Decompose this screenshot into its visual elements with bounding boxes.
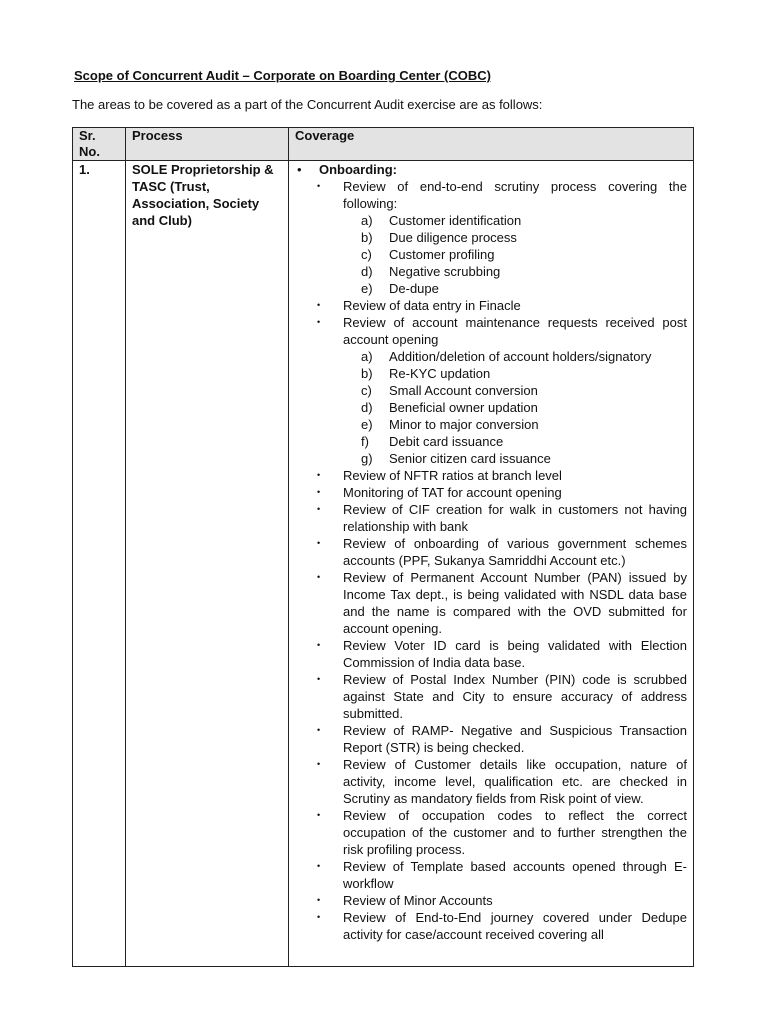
sub-list bbox=[343, 348, 687, 467]
list-item-text: Monitoring of TAT for account opening bbox=[343, 485, 562, 500]
list-item bbox=[315, 671, 687, 722]
sub-item-letter: e) bbox=[361, 281, 373, 296]
list-item-text: Review of occupation codes to reflect the correct occupation of the customer and to further strengthen the risk profiling process. bbox=[343, 808, 687, 857]
list-item bbox=[315, 484, 687, 501]
table-row bbox=[73, 161, 694, 967]
list-item bbox=[315, 756, 687, 807]
list-item-text: Review of end-to-end scrutiny process covering the following: bbox=[343, 179, 687, 211]
coverage-list bbox=[295, 178, 687, 943]
list-item-text: Review of End-to-End journey covered under Dedupe activity for case/account received covering all bbox=[343, 910, 687, 942]
bullet-icon: • bbox=[317, 912, 321, 922]
sub-item-text: Senior citizen card issuance bbox=[389, 451, 551, 466]
bullet-icon: • bbox=[317, 640, 321, 650]
row-process: SOLE Proprietorship & TASC (Trust, Association, Society and Club) bbox=[126, 161, 289, 967]
bullet-icon: • bbox=[317, 759, 321, 769]
sub-list-item bbox=[361, 433, 687, 450]
bullet-icon: • bbox=[317, 470, 321, 480]
sub-item-text: Negative scrubbing bbox=[389, 264, 501, 279]
sub-item-letter: d) bbox=[361, 264, 373, 279]
list-item bbox=[315, 858, 687, 892]
bullet-icon: • bbox=[317, 300, 321, 310]
list-item bbox=[315, 569, 687, 637]
bullet-icon: • bbox=[317, 725, 321, 735]
list-item bbox=[315, 807, 687, 858]
list-item-text: Review of Template based accounts opened through E-workflow bbox=[343, 859, 687, 891]
bullet-icon: • bbox=[297, 162, 302, 177]
header-process: Process bbox=[126, 128, 289, 161]
sub-list-item bbox=[361, 212, 687, 229]
list-item-text: Review of Permanent Account Number (PAN) issued by Income Tax dept., is being validated with NSDL data base and the name is compared with the OVD submitted for account opening. bbox=[343, 570, 687, 636]
list-item-text: Review of CIF creation for walk in customers not having relationship with bank bbox=[343, 502, 687, 534]
sub-item-letter: g) bbox=[361, 451, 373, 466]
list-item bbox=[315, 722, 687, 756]
sub-list-item bbox=[361, 416, 687, 433]
sub-list-item bbox=[361, 365, 687, 382]
list-item bbox=[315, 909, 687, 943]
bullet-icon: • bbox=[317, 861, 321, 871]
sub-item-letter: f) bbox=[361, 434, 369, 449]
bullet-icon: • bbox=[317, 181, 321, 191]
list-item bbox=[315, 501, 687, 535]
bullet-icon: • bbox=[317, 317, 321, 327]
list-item bbox=[315, 178, 687, 297]
bullet-icon: • bbox=[317, 572, 321, 582]
sub-list-item bbox=[361, 263, 687, 280]
header-coverage: Coverage bbox=[289, 128, 694, 161]
list-item-text: Review of Postal Index Number (PIN) code is scrubbed against State and City to ensure accuracy of address submitted. bbox=[343, 672, 687, 721]
sub-list-item bbox=[361, 229, 687, 246]
bullet-icon: • bbox=[317, 538, 321, 548]
scope-table bbox=[72, 127, 694, 967]
sub-list bbox=[343, 212, 687, 297]
sub-item-text: Minor to major conversion bbox=[389, 417, 539, 432]
row-coverage bbox=[289, 161, 694, 967]
list-item bbox=[315, 297, 687, 314]
sub-item-text: Beneficial owner updation bbox=[389, 400, 538, 415]
list-item bbox=[315, 637, 687, 671]
bullet-icon: • bbox=[317, 504, 321, 514]
list-item-text: Review of RAMP- Negative and Suspicious Transaction Report (STR) is being checked. bbox=[343, 723, 687, 755]
list-item-text: Review of account maintenance requests received post account opening bbox=[343, 315, 687, 347]
sub-list-item bbox=[361, 348, 687, 365]
sub-item-letter: b) bbox=[361, 230, 373, 245]
document-title: Scope of Concurrent Audit – Corporate on Boarding Center (COBC) bbox=[74, 68, 491, 83]
list-item-text: Review of NFTR ratios at branch level bbox=[343, 468, 562, 483]
sub-item-letter: b) bbox=[361, 366, 373, 381]
sub-item-letter: c) bbox=[361, 383, 372, 398]
list-item bbox=[315, 467, 687, 484]
bullet-icon: • bbox=[317, 895, 321, 905]
sub-list-item bbox=[361, 450, 687, 467]
sub-list-item bbox=[361, 280, 687, 297]
sub-list-item bbox=[361, 246, 687, 263]
sub-list-item bbox=[361, 399, 687, 416]
sub-list-item bbox=[361, 382, 687, 399]
sub-item-letter: e) bbox=[361, 417, 373, 432]
sub-item-letter: d) bbox=[361, 400, 373, 415]
header-sr-no: Sr. No. bbox=[73, 128, 126, 161]
list-item-text: Review of onboarding of various government schemes accounts (PPF, Sukanya Samriddhi Account etc.) bbox=[343, 536, 687, 568]
list-item-text: Review of data entry in Finacle bbox=[343, 298, 521, 313]
list-item-text: Review of Customer details like occupation, nature of activity, income level, qualification etc. are checked in Scrutiny as mandatory fields from Risk point of view. bbox=[343, 757, 687, 806]
intro-paragraph: The areas to be covered as a part of the Concurrent Audit exercise are as follows: bbox=[72, 97, 543, 112]
bullet-icon: • bbox=[317, 674, 321, 684]
sub-item-text: Small Account conversion bbox=[389, 383, 538, 398]
row-sr-no: 1. bbox=[73, 161, 126, 967]
sub-item-text: De-dupe bbox=[389, 281, 439, 296]
sub-item-text: Customer identification bbox=[389, 213, 522, 228]
sub-item-text: Addition/deletion of account holders/signatory bbox=[389, 349, 652, 364]
list-item bbox=[315, 314, 687, 467]
sub-item-letter: a) bbox=[361, 213, 373, 228]
list-item-text: Review of Minor Accounts bbox=[343, 893, 493, 908]
bullet-icon: • bbox=[317, 810, 321, 820]
list-item-text: Review Voter ID card is being validated with Election Commission of India data base. bbox=[343, 638, 687, 670]
list-item bbox=[315, 535, 687, 569]
sub-item-text: Re-KYC updation bbox=[389, 366, 491, 381]
list-item bbox=[315, 892, 687, 909]
sub-item-text: Customer profiling bbox=[389, 247, 495, 262]
sub-item-letter: c) bbox=[361, 247, 372, 262]
sub-item-text: Debit card issuance bbox=[389, 434, 504, 449]
onboarding-heading bbox=[297, 161, 687, 178]
sub-item-letter: a) bbox=[361, 349, 373, 364]
bullet-icon: • bbox=[317, 487, 321, 497]
sub-item-text: Due diligence process bbox=[389, 230, 517, 245]
section-heading: Onboarding: bbox=[319, 162, 397, 177]
table-header-row bbox=[73, 128, 694, 161]
